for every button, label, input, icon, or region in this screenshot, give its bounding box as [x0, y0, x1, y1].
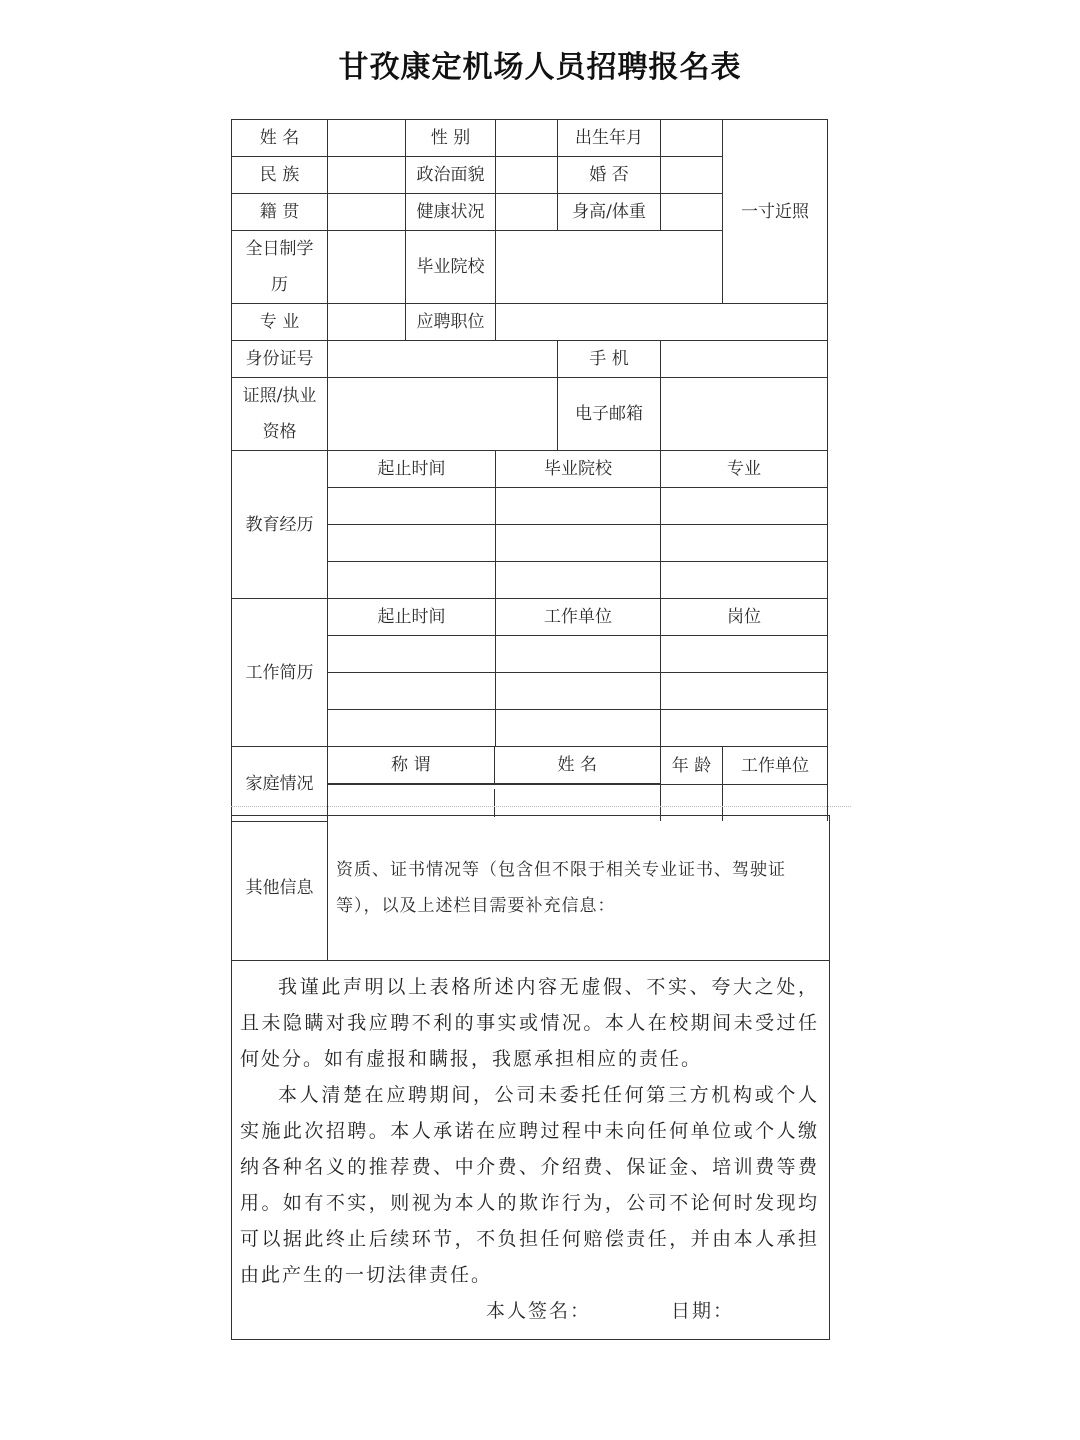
ethnicity-field[interactable]: [328, 157, 406, 194]
health-label: 健康状况: [406, 194, 496, 231]
education-label: 教育经历: [232, 451, 328, 599]
political-field[interactable]: [496, 157, 558, 194]
fulltime-edu-label: [232, 231, 328, 304]
date-label: 日期：: [671, 1300, 735, 1322]
height-weight-field[interactable]: [661, 194, 723, 231]
native-place-label: 籍 贯: [232, 194, 328, 231]
work-header-post: 岗位: [661, 599, 828, 636]
email-label: 电子邮箱: [558, 378, 661, 451]
phone-label: 手 机: [558, 341, 661, 378]
work-post-cell[interactable]: [661, 636, 828, 673]
other-info-label: 其他信息: [232, 816, 328, 961]
health-field[interactable]: [496, 194, 558, 231]
signature-label: 本人签名：: [486, 1300, 592, 1322]
family-relation-cell[interactable]: [328, 789, 494, 817]
position-field[interactable]: [496, 304, 828, 341]
graduated-school-field[interactable]: [496, 231, 723, 304]
edu-header-major: 专业: [661, 451, 828, 488]
work-employer-cell[interactable]: [496, 636, 661, 673]
work-post-cell[interactable]: [661, 673, 828, 710]
family-header-employer: 工作单位: [723, 747, 828, 785]
declaration-paragraph-1: 我谨此声明以上表格所述内容无虚假、不实、夸大之处，且未隐瞒对我应聘不利的事实或情况。本人在校期间未受过任何处分。如有虚报和瞒报，我愿承担相应的责任。: [240, 976, 819, 1070]
major-label: 专 业: [232, 304, 328, 341]
height-weight-label: 身高/体重: [558, 194, 661, 231]
work-period-cell[interactable]: [328, 636, 496, 673]
fulltime-edu-line2: 历: [271, 275, 288, 295]
marital-field[interactable]: [661, 157, 723, 194]
work-header-employer: 工作单位: [496, 599, 661, 636]
gender-field[interactable]: [496, 120, 558, 157]
work-label: 工作简历: [232, 599, 328, 747]
political-label: 政治面貌: [406, 157, 496, 194]
edu-header-school: 毕业院校: [496, 451, 661, 488]
edu-school-cell[interactable]: [496, 525, 661, 562]
edu-school-cell[interactable]: [496, 562, 661, 599]
family-header-age: 年 龄: [661, 747, 723, 785]
declaration-block: [232, 961, 830, 1340]
edu-period-cell[interactable]: [328, 488, 496, 525]
edu-major-cell[interactable]: [661, 525, 828, 562]
work-period-cell[interactable]: [328, 673, 496, 710]
edu-header-period: 起止时间: [328, 451, 496, 488]
cert-label: [232, 378, 328, 451]
phone-field[interactable]: [661, 341, 828, 378]
registration-form-table-part1: [231, 119, 828, 822]
edu-period-cell[interactable]: [328, 525, 496, 562]
family-headers-wrap: [328, 747, 661, 785]
photo-box[interactable]: 一寸近照: [723, 120, 828, 304]
email-field[interactable]: [661, 378, 828, 451]
signature-line: [240, 1293, 819, 1329]
registration-form-table-part2: [231, 815, 830, 1340]
fulltime-edu-field[interactable]: [328, 231, 406, 304]
major-field[interactable]: [328, 304, 406, 341]
edu-period-cell[interactable]: [328, 562, 496, 599]
native-place-field[interactable]: [328, 194, 406, 231]
cert-line2: 资格: [262, 422, 297, 442]
edu-major-cell[interactable]: [661, 488, 828, 525]
edu-major-cell[interactable]: [661, 562, 828, 599]
graduated-school-label: 毕业院校: [406, 231, 496, 304]
birth-field[interactable]: [661, 120, 723, 157]
family-name-cell[interactable]: [494, 789, 660, 817]
cert-field[interactable]: [328, 378, 558, 451]
family-header-relation: 称 谓: [328, 747, 494, 784]
marital-label: 婚 否: [558, 157, 661, 194]
id-number-label: 身份证号: [232, 341, 328, 378]
name-label: 姓 名: [232, 120, 328, 157]
work-post-cell[interactable]: [661, 710, 828, 747]
form-title: 甘孜康定机场人员招聘报名表: [338, 50, 742, 85]
other-info-text[interactable]: 资质、证书情况等（包含但不限于相关专业证书、驾驶证等），以及上述栏目需要补充信息：: [328, 816, 830, 961]
birth-label: 出生年月: [558, 120, 661, 157]
work-employer-cell[interactable]: [496, 710, 661, 747]
name-field[interactable]: [328, 120, 406, 157]
work-period-cell[interactable]: [328, 710, 496, 747]
cert-line1: 证照/执业: [242, 386, 317, 406]
family-header-name: 姓 名: [494, 747, 660, 784]
id-number-field[interactable]: [328, 341, 558, 378]
work-header-period: 起止时间: [328, 599, 496, 636]
edu-school-cell[interactable]: [496, 488, 661, 525]
declaration-paragraph-2: 本人清楚在应聘期间，公司未委托任何第三方机构或个人实施此次招聘。本人承诺在应聘过程中未向任何单位或个人缴纳各种名义的推荐费、中介费、介绍费、保证金、培训费等费用。如有不实，则视为本人的欺诈行为，公司不论何时发现均可以据此终止后续环节，不负担任何赔偿责任，并由本人承担由此产生的一切法律责任。: [240, 1084, 819, 1286]
fulltime-edu-line1: 全日制学: [245, 239, 314, 259]
position-label: 应聘职位: [406, 304, 496, 341]
work-employer-cell[interactable]: [496, 673, 661, 710]
page-break-line: [231, 806, 851, 808]
ethnicity-label: 民 族: [232, 157, 328, 194]
family-label: 家庭情况: [232, 747, 328, 822]
gender-label: 性 别: [406, 120, 496, 157]
